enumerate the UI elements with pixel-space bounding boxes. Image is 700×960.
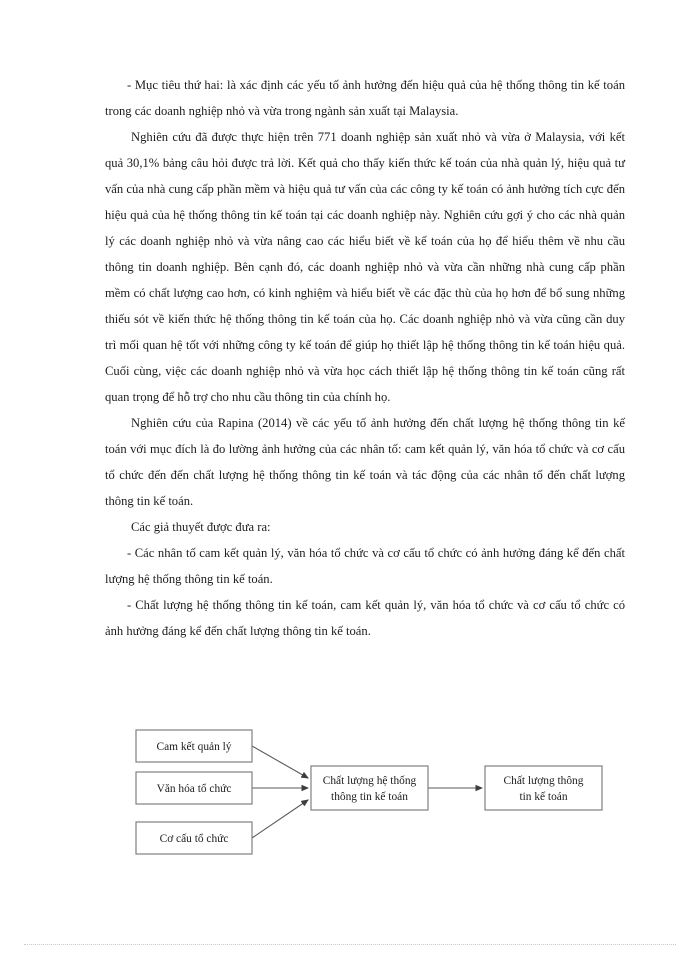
node-organizational-culture [136,772,252,804]
node-accounting-info-quality-label-line1: Chất lượng thông [503,775,584,787]
page-footer-divider [24,944,676,946]
paragraph-hypothesis-two: - Chất lượng hệ thống thông tin kế toán, cam kết quản lý, văn hóa tổ chức và cơ cấu tổ chức có ảnh hưởng đáng kể đến chất lượng thông tin kế toán. [105,598,625,638]
paragraph-objective-two: - Mục tiêu thứ hai: là xác định các yếu tố ảnh hưởng đến hiệu quả của hệ thống thông tin kế toán trong các doanh nghiệp nhỏ và vừa trong ngành sản xuất tại Malaysia. [105,78,625,118]
node-accounting-info-quality-label-line2: tin kế toán [519,791,568,803]
node-ais-quality-label-line2: thông tin kế toán [331,791,408,803]
node-organizational-culture-label: Văn hóa tổ chức [156,783,232,795]
arrow-structure-to-ais [252,800,308,838]
document-body [105,72,625,644]
paragraph-hypotheses-intro: Các giả thuyết được đưa ra: [131,520,271,534]
node-management-commitment [136,730,252,762]
node-organizational-structure-label: Cơ cấu tổ chức [159,833,229,845]
node-ais-quality-label-line1: Chất lượng hệ thống [322,775,417,787]
node-organizational-structure [136,822,252,854]
research-model-diagram [130,726,610,866]
paragraph-hypothesis-one: - Các nhân tố cam kết quản lý, văn hóa tổ chức và cơ cấu tổ chức có ảnh hưởng đáng kể đến chất lượng hệ thống thông tin kế toán. [105,546,625,586]
node-accounting-info-quality [485,766,602,810]
paragraph-study-findings: Nghiên cứu đã được thực hiện trên 771 doanh nghiệp sản xuất nhỏ và vừa ở Malaysia, với kết quả 30,1% bảng câu hỏi được trả lời. Kết quả cho thấy kiến thức kế toán của nhà quản lý, hiệu quả tư vấn của nhà cung cấp phần mềm và hiệu quả tư vấn của các công ty kế toán có ảnh hưởng tích cực đến hiệu quả của hệ thống thông tin kế toán tại các doanh nghiệp này. Nghiên cứu gợi ý cho các nhà quản lý các doanh nghiệp nhỏ và vừa nâng cao các hiểu biết về kế toán của họ để hiểu thêm về nhu cầu thông tin doanh nghiệp. Bên cạnh đó, các doanh nghiệp nhỏ và vừa cần những nhà cung cấp phần mềm có chất lượng cao hơn, có kinh nghiệm và hiểu biết về các đặc thù của họ hơn để bổ sung những thiếu sót về kiến thức hệ thống thông tin kế toán của họ. Các doanh nghiệp nhỏ và vừa cũng cần duy trì mối quan hệ tốt với những công ty kế toán để giúp họ thiết lập hệ thống thông tin kế toán hiệu quả. Cuối cùng, việc các doanh nghiệp nhỏ và vừa học cách thiết lập hệ thống thông tin kế toán cũng rất quan trọng để hỗ trợ cho nhu cầu thông tin của chính họ. [105,130,625,404]
paragraph-rapina-study: Nghiên cứu của Rapina (2014) về các yếu tố ảnh hưởng đến chất lượng hệ thống thông tin kế toán với mục đích là đo lường ảnh hưởng của các nhân tố: cam kết quản lý, văn hóa tổ chức và cơ cấu tổ chức đến đến chất lượng hệ thống thông tin kế toán và tác động của các nhân tố đến chất lượng thông tin kế toán. [105,416,625,508]
node-management-commitment-label: Cam kết quản lý [156,741,232,753]
arrow-commitment-to-ais [252,746,308,778]
node-ais-quality [311,766,428,810]
